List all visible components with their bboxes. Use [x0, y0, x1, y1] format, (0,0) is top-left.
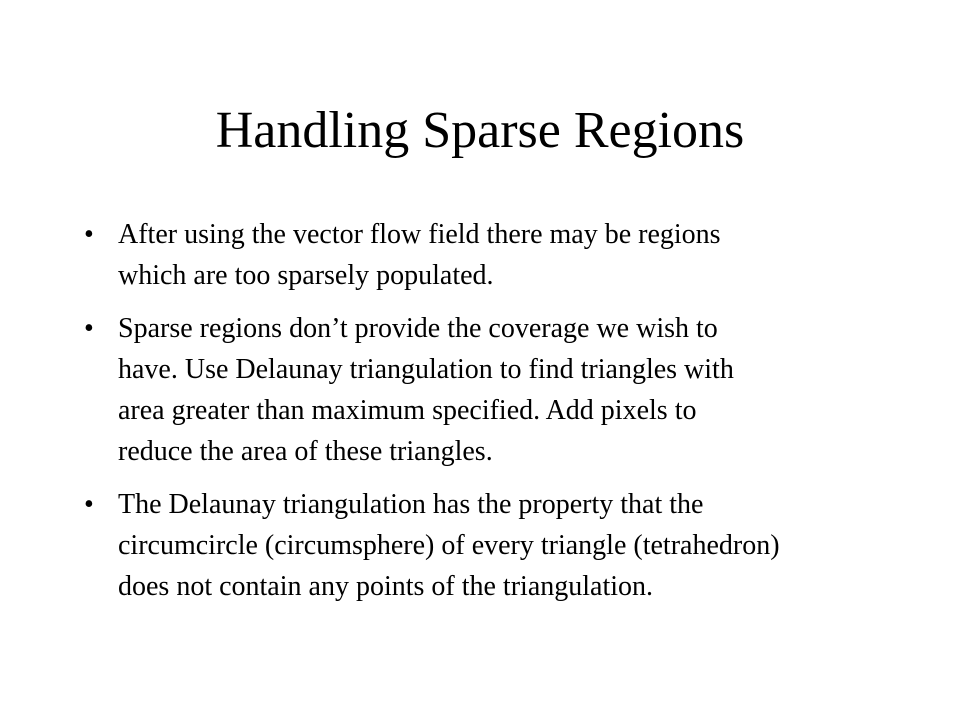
bullet-line: The Delaunay triangulation has the property that the	[118, 489, 704, 520]
bullet-line: circumcircle (circumsphere) of every triangle (tetrahedron)	[118, 530, 780, 561]
bullet-dot: •	[84, 219, 94, 250]
bullet-dot: •	[84, 489, 94, 520]
bullet-item	[84, 214, 894, 296]
bullet-item	[84, 484, 894, 607]
bullet-dot: •	[84, 313, 94, 344]
bullet-line: Sparse regions don’t provide the coverage we wish to	[118, 313, 718, 344]
bullet-line: does not contain any points of the triangulation.	[118, 571, 654, 602]
bullet-item	[84, 308, 894, 472]
bullet-list	[84, 214, 894, 619]
bullet-line: have. Use Delaunay triangulation to find triangles with	[118, 354, 734, 385]
bullet-line: reduce the area of these triangles.	[118, 436, 493, 467]
bullet-line: which are too sparsely populated.	[118, 260, 494, 291]
bullet-line: After using the vector flow field there may be regions	[118, 219, 721, 250]
slide-title: Handling Sparse Regions	[215, 102, 745, 159]
bullet-line: area greater than maximum specified. Add pixels to	[118, 395, 697, 426]
